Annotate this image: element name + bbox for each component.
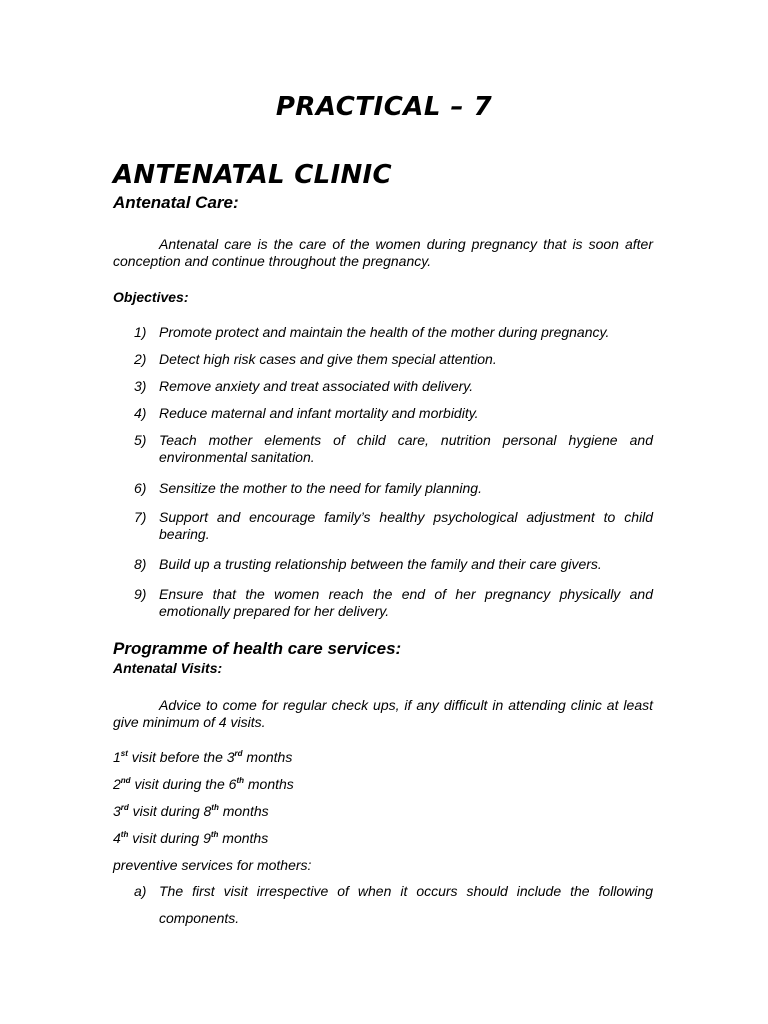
objective-text: Ensure that the women reach the end of her pregnancy physically and emotionally prepared for her delivery.	[159, 586, 653, 619]
antenatal-care-definition: Antenatal care is the care of the women during pregnancy that is soon after conception and continue throughout the pregnancy.	[113, 236, 653, 269]
objective-text: Reduce maternal and infant mortality and morbidity.	[159, 405, 479, 421]
objective-item	[134, 351, 653, 368]
preventive-item	[134, 878, 653, 932]
objective-number: 3)	[134, 378, 147, 394]
preventive-heading: preventive services for mothers:	[113, 857, 312, 873]
objective-number: 1)	[134, 324, 147, 340]
objective-text: Support and encourage family’s healthy psychological adjustment to child bearing.	[159, 509, 653, 542]
objective-item	[134, 480, 653, 497]
visit-line: 2nd visit during the 6th months	[113, 776, 294, 792]
visit-line: 4th visit during 9th months	[113, 830, 269, 846]
objective-number: 2)	[134, 351, 147, 367]
objectives-heading: Objectives:	[113, 289, 189, 305]
antenatal-visits-heading: Antenatal Visits:	[113, 660, 223, 676]
preventive-item-text: The first visit irrespective of when it occurs should include the following components.	[159, 883, 653, 926]
visit-line: 3rd visit during 8th months	[113, 803, 269, 819]
objective-text: Sensitize the mother to the need for family planning.	[159, 480, 482, 496]
objective-text: Promote protect and maintain the health of the mother during pregnancy.	[159, 324, 610, 340]
page-title: PRACTICAL – 7	[275, 92, 493, 122]
objective-item	[134, 378, 653, 395]
objective-item	[134, 586, 653, 620]
objective-number: 7)	[134, 509, 147, 525]
objective-text: Teach mother elements of child care, nutrition personal hygiene and environmental sanitation.	[159, 432, 653, 465]
objective-number: 9)	[134, 586, 147, 602]
objective-number: 6)	[134, 480, 147, 496]
objective-item	[134, 432, 653, 466]
objective-item	[134, 405, 653, 422]
objective-text: Detect high risk cases and give them special attention.	[159, 351, 497, 367]
objective-item	[134, 509, 653, 543]
preventive-item-label: a)	[134, 883, 147, 899]
objective-number: 4)	[134, 405, 147, 421]
objective-item	[134, 324, 653, 341]
objective-item	[134, 556, 653, 573]
objective-text: Build up a trusting relationship between the family and their care givers.	[159, 556, 602, 572]
section-title: ANTENATAL CLINIC	[113, 160, 392, 190]
antenatal-care-heading: Antenatal Care:	[113, 193, 239, 212]
objective-text: Remove anxiety and treat associated with delivery.	[159, 378, 474, 394]
objective-number: 5)	[134, 432, 147, 448]
visit-line: 1st visit before the 3rd months	[113, 749, 293, 765]
objective-number: 8)	[134, 556, 147, 572]
programme-heading: Programme of health care services:	[113, 639, 402, 658]
visits-advice: Advice to come for regular check ups, if any difficult in attending clinic at least give minimum of 4 visits.	[113, 697, 653, 730]
